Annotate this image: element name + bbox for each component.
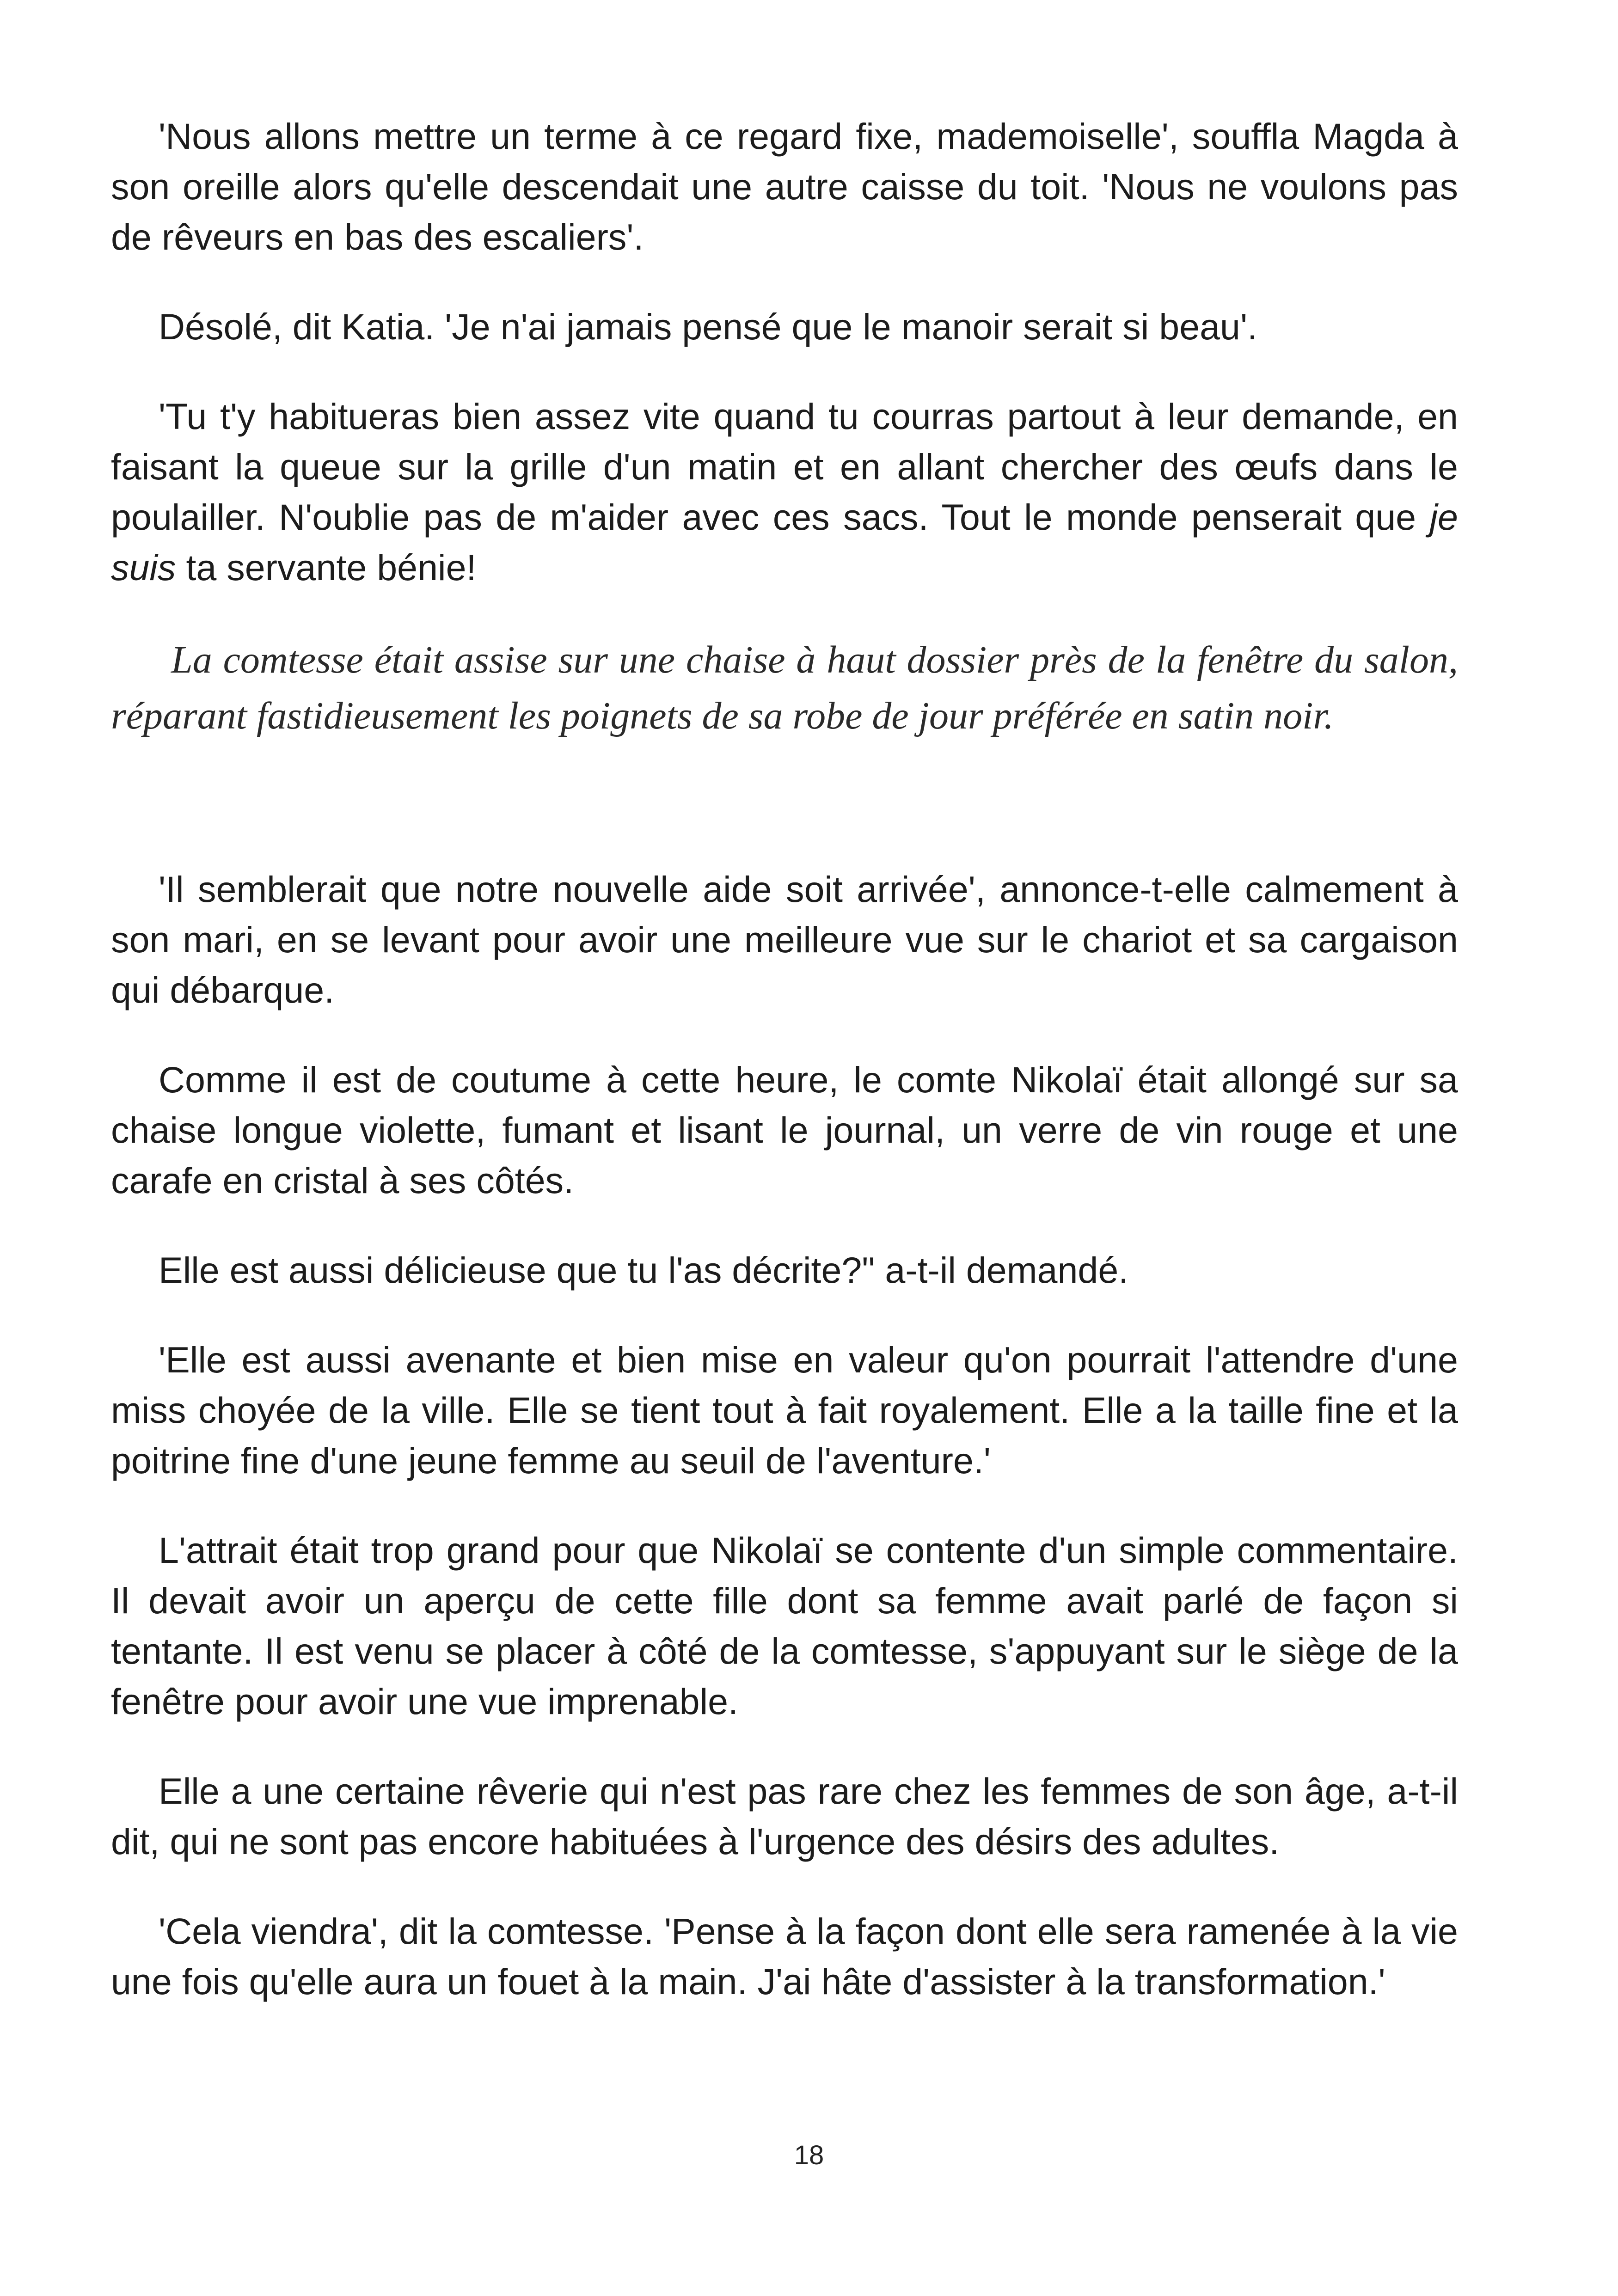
paragraph-nikolai-remark: Elle a une certaine rêverie qui n'est pas rare chez les femmes de son âge, a-t-il dit, qui ne sont pas encore habituées à l'urgence des désirs des adultes.: [111, 1770, 1458, 1862]
page-number: 18: [794, 2140, 824, 2170]
paragraph-magda-advice: [111, 391, 1458, 593]
paragraph-text: ta servante bénie!: [176, 547, 477, 588]
paragraph-katia-reply: Désolé, dit Katia. 'Je n'ai jamais pensé que le manoir serait si beau'.: [159, 306, 1258, 347]
paragraph-count-question: Elle est aussi délicieuse que tu l'as décrite?" a-t-il demandé.: [159, 1249, 1129, 1291]
page-body: [111, 111, 1458, 2046]
paragraph-count-lounging: Comme il est de coutume à cette heure, le comte Nikolaï était allongé sur sa chaise longue violette, fumant et lisant le journal, un verre de vin rouge et une carafe en cristal à ses côtés.: [111, 1059, 1458, 1201]
paragraph-countess-announce: 'Il semblerait que notre nouvelle aide soit arrivée', annonce-t-elle calmement à son mari, en se levant pour avoir une meilleure vue sur le chariot et sa cargaison qui débarque.: [111, 869, 1458, 1010]
emphasized-text: je suis: [111, 496, 1458, 588]
paragraph-countess-reply: 'Cela viendra', dit la comtesse. 'Pense à la façon dont elle sera ramenée à la vie une fois qu'elle aura un fouet à la main. J'ai hâte d'assister à la transformation.': [111, 1910, 1458, 2002]
paragraph-countess-scene: La comtesse était assise sur une chaise à haut dossier près de la fenêtre du salon, réparant fastidieusement les poignets de sa robe de jour préférée en satin noir.: [111, 638, 1458, 737]
paragraph-magda-whisper: 'Nous allons mettre un terme à ce regard fixe, mademoiselle', souffla Magda à son oreille alors qu'elle descendait une autre caisse du toit. 'Nous ne voulons pas de rêveurs en bas des escaliers'.: [111, 116, 1458, 257]
paragraph-text: 'Tu t'y habitueras bien assez vite quand tu courras partout à leur demande, en faisant la queue sur la grille d'un matin et en allant chercher des œufs dans le poulailler. N'oublie pas de m'aider avec ces sacs. Tout le monde penserait que: [111, 396, 1458, 538]
paragraph-nikolai-curiosity: L'attrait était trop grand pour que Nikolaï se contente d'un simple commentaire. Il devait avoir un aperçu de cette fille dont sa femme avait parlé de façon si tentante. Il est venu se placer à côté de la comtesse, s'appuyant sur le siège de la fenêtre pour avoir une vue imprenable.: [111, 1530, 1458, 1722]
paragraph-countess-description: 'Elle est aussi avenante et bien mise en valeur qu'on pourrait l'attendre d'une miss choyée de la ville. Elle se tient tout à fait royalement. Elle a la taille fine et la poitrine fine d'une jeune femme au seuil de l'aventure.': [111, 1339, 1458, 1481]
